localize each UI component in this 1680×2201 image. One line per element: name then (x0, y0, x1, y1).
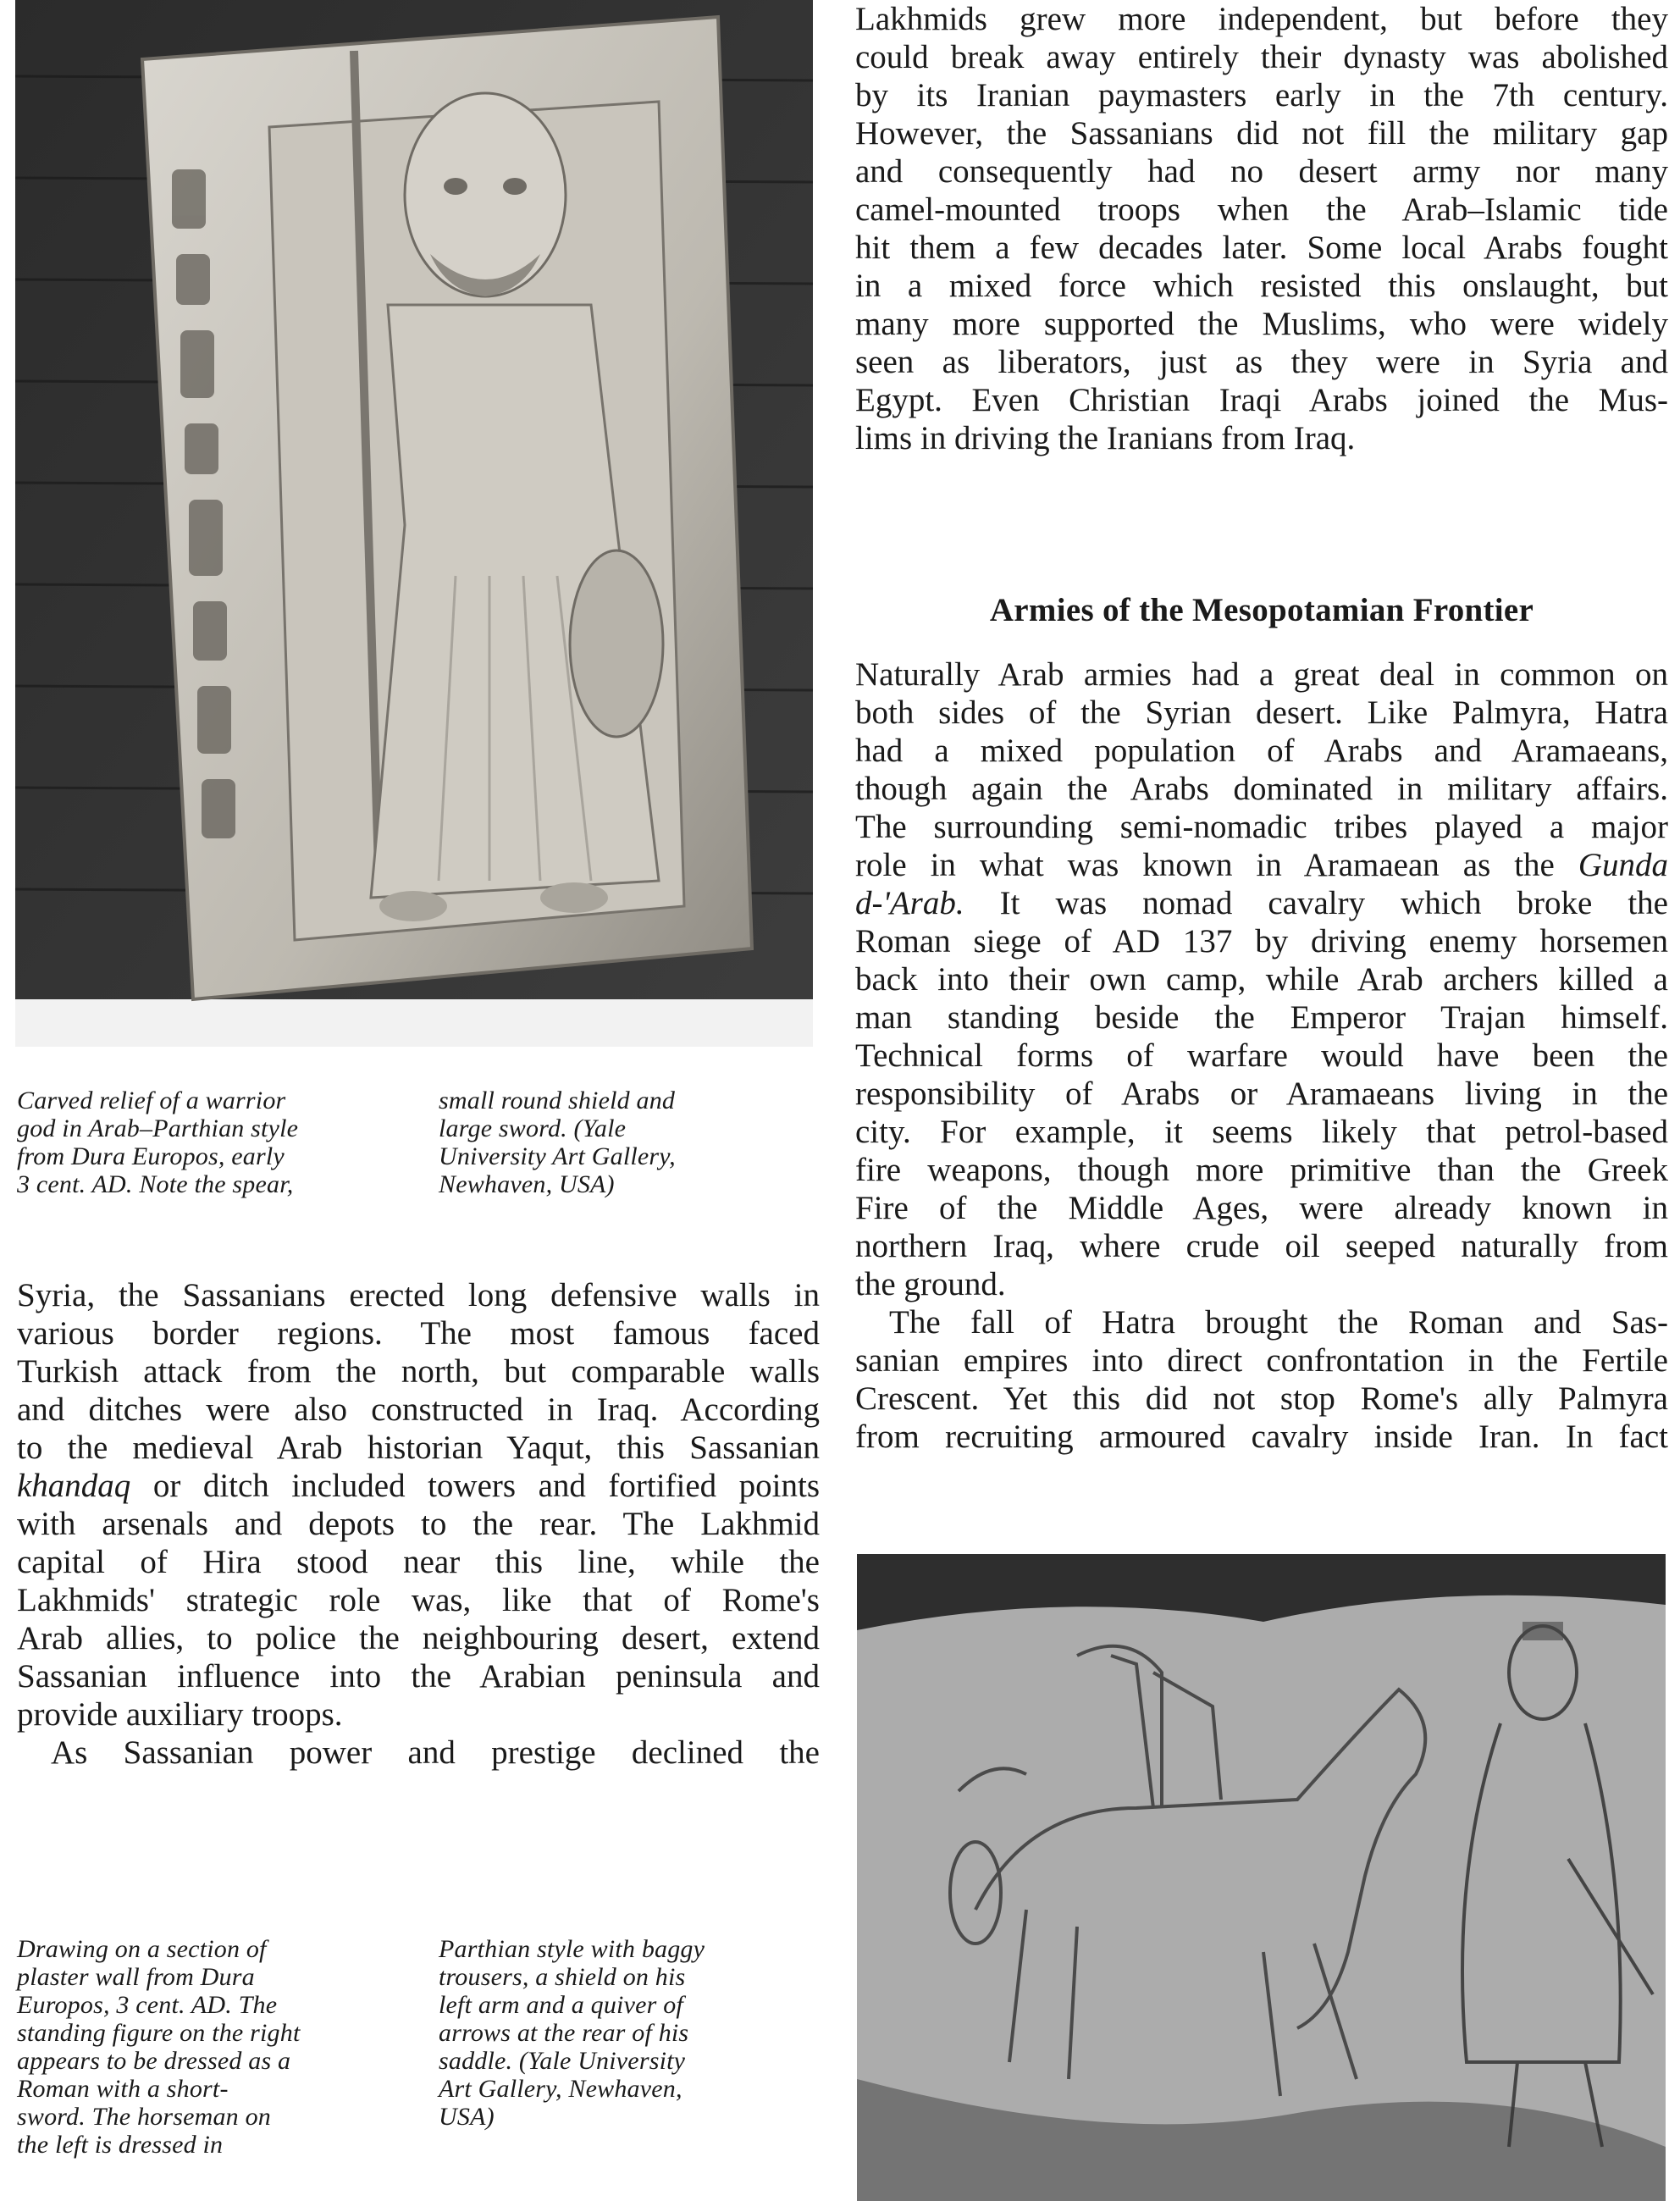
drawing-caption-part-1 (17, 1935, 406, 2159)
text-run: role in what was known in Aramaean as the (855, 847, 1555, 883)
relief-photo (15, 0, 813, 1047)
text-line: could break away entirely their dynasty was abolished (855, 39, 1668, 75)
text-line: Lakhmids' strategic role was, like that of Rome's (17, 1582, 820, 1618)
caption-text: small round shield and large sword. (Yale University Art Gallery, Newhaven, USA) (439, 1087, 676, 1198)
text-line (17, 1467, 820, 1505)
text-line: fire weapons, though more primitive than the Greek (855, 1152, 1668, 1188)
relief-caption-part-1 (17, 1087, 406, 1198)
text-line: northern Iraq, where crude oil seeped naturally from (855, 1228, 1668, 1264)
text-line: lims in driving the Iranians from Iraq. (855, 420, 1356, 456)
text-line: from recruiting armoured cavalry inside Iran. In fact (855, 1418, 1668, 1455)
text-line: As Sassanian power and prestige declined the (51, 1734, 820, 1771)
text-line: in a mixed force which resisted this onslaught, but (855, 268, 1668, 304)
text-run: It was nomad cavalry which broke the (999, 885, 1668, 921)
text-line: Egypt. Even Christian Iraqi Arabs joined the Mus- (855, 382, 1668, 418)
text-line (855, 884, 1668, 922)
caption-text: Parthian style with baggy trousers, a shield on his left arm and a quiver of arrows at the rear of his saddle. (Yale University Art Gallery, Newhaven, USA) (439, 1935, 705, 2131)
drawing-caption-part-2 (439, 1935, 811, 2131)
text-line: both sides of the Syrian desert. Like Palmyra, Hatra (855, 694, 1668, 731)
text-line: Arab allies, to police the neighbouring desert, extend (17, 1620, 820, 1656)
text-line: with arsenals and depots to the rear. The Lakhmid (17, 1506, 820, 1542)
italic-term: Gunda (1578, 847, 1669, 883)
text-line: Lakhmids grew more independent, but before they (855, 1, 1668, 37)
text-line: man standing beside the Emperor Trajan himself. (855, 999, 1668, 1036)
text-line: provide auxiliary troops. (17, 1696, 343, 1733)
right-column-body (855, 655, 1668, 1456)
text-line: though again the Arabs dominated in military affairs. (855, 771, 1668, 807)
wall-drawing-image (857, 1554, 1666, 2201)
text-line: Roman siege of AD 137 by driving enemy horsemen (855, 923, 1668, 959)
text-line: The surrounding semi-nomadic tribes played a major (855, 809, 1668, 845)
text-line: hit them a few decades later. Some local Arabs fought (855, 230, 1668, 266)
italic-term: khandaq (17, 1468, 131, 1504)
text-line: many more supported the Muslims, who were widely (855, 306, 1668, 342)
text-line: back into their own camp, while Arab archers killed a (855, 961, 1668, 998)
text-line: and consequently had no desert army nor many (855, 153, 1668, 190)
text-line: had a mixed population of Arabs and Aramaeans, (855, 733, 1668, 769)
left-column-body (17, 1276, 820, 1772)
text-line: sanian empires into direct confrontation in the Fertile (855, 1342, 1668, 1379)
text-line: the ground. (855, 1266, 1006, 1302)
text-line: camel-mounted troops when the Arab–Islamic tide (855, 191, 1668, 228)
text-line: capital of Hira stood near this line, while the (17, 1544, 820, 1580)
relief-image (15, 0, 813, 1047)
text-line: Turkish attack from the north, but comparable walls (17, 1353, 820, 1390)
text-line: city. For example, it seems likely that petrol-based (855, 1114, 1668, 1150)
text-line: Technical forms of warfare would have been the (855, 1037, 1668, 1074)
text-line: by its Iranian paymasters early in the 7th century. (855, 77, 1668, 113)
text-line: and ditches were also constructed in Iraq. According (17, 1391, 820, 1428)
relief-caption-part-2 (439, 1087, 803, 1198)
caption-text: Drawing on a section of plaster wall from Dura Europos, 3 cent. AD. The standing figure on the right appears to be dressed as a Roman with a short- sword. The horseman on the left is dressed in (17, 1935, 301, 2159)
text-line: The fall of Hatra brought the Roman and Sas- (889, 1304, 1668, 1341)
text-line: Fire of the Middle Ages, were already known in (855, 1190, 1668, 1226)
text-line: various border regions. The most famous faced (17, 1315, 820, 1352)
text-line: Naturally Arab armies had a great deal in common on (855, 656, 1668, 693)
text-line: Syria, the Sassanians erected long defensive walls in (17, 1277, 820, 1313)
text-run: or ditch included towers and fortified points (152, 1468, 821, 1504)
caption-text: Carved relief of a warrior god in Arab–Parthian style from Dura Europos, early 3 cent. AD. Note the spear, (17, 1087, 299, 1198)
text-line: to the medieval Arab historian Yaqut, this Sassanian (17, 1430, 820, 1466)
text-line: Sassanian influence into the Arabian peninsula and (17, 1658, 820, 1695)
text-line (855, 846, 1668, 884)
text-line: However, the Sassanians did not fill the military gap (855, 115, 1668, 152)
right-column-intro (855, 0, 1668, 457)
italic-term: d-'Arab. (855, 885, 964, 921)
text-line: seen as liberators, just as they were in Syria and (855, 344, 1668, 380)
section-heading: Armies of the Mesopotamian Frontier (989, 592, 1534, 628)
text-line: Crescent. Yet this did not stop Rome's ally Palmyra (855, 1380, 1668, 1417)
text-line: responsibility of Arabs or Aramaeans living in the (855, 1076, 1668, 1112)
wall-drawing-photo (857, 1554, 1666, 2201)
